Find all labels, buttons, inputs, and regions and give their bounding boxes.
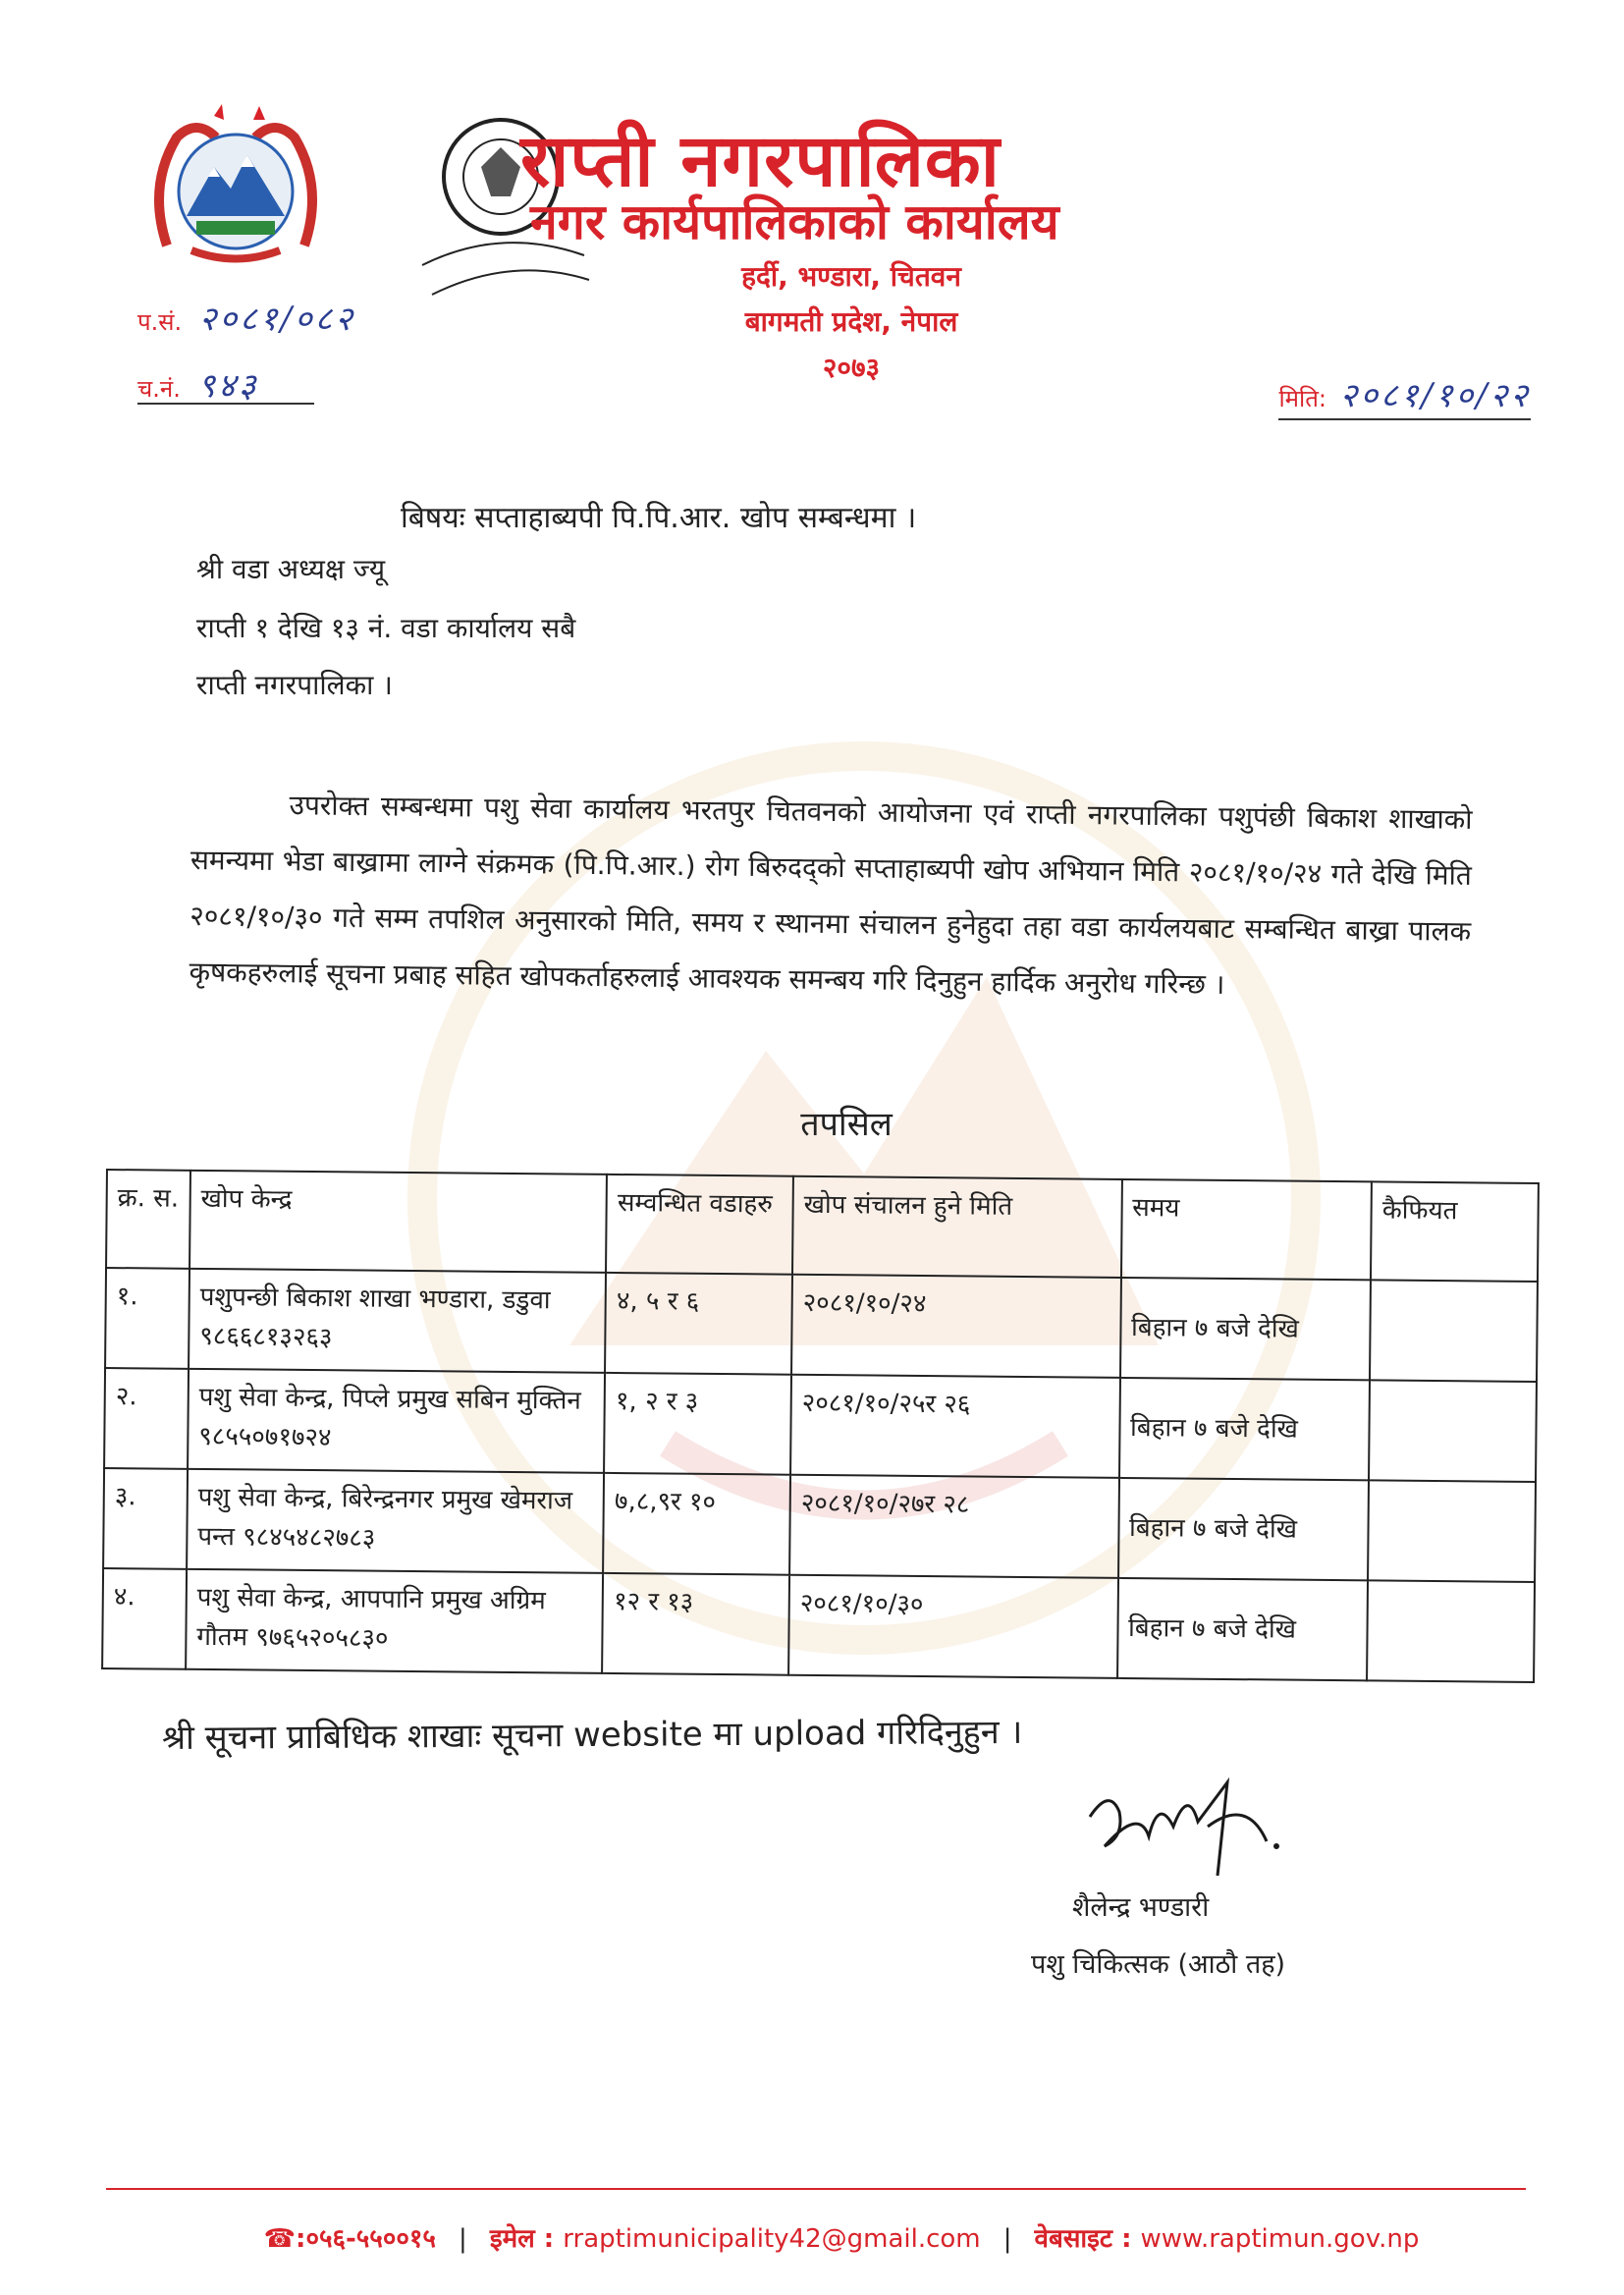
footer-separator: | (1002, 2224, 1012, 2254)
office-subtitle: नगर कार्यपालिकाको कार्यालय (530, 193, 1059, 250)
reference-divider (137, 403, 314, 405)
cell-time: बिहान ७ बजे देखि (1119, 1378, 1371, 1480)
header-center: खोप केन्द्र (189, 1171, 607, 1273)
patra-sankhya (137, 295, 355, 340)
cell-center: पशु सेवा केन्द्र, बिरेन्द्रनगर प्रमुख खेमराज पन्त ९८४५४८२७८३ (187, 1469, 604, 1573)
office-title: राप्ती नगरपालिका (520, 119, 1001, 203)
patra-sankhya-value: २०८१/०८२ (198, 300, 355, 339)
footer-divider (106, 2188, 1526, 2190)
signature-icon (1080, 1768, 1394, 1885)
cell-time: बिहान ७ बजे देखि (1117, 1578, 1369, 1680)
nepal-emblem-icon (137, 98, 334, 275)
signatory-name: शैलेन्द्र भण्डारी (1072, 1892, 1210, 1923)
addressee-line-1: श्री वडा अध्यक्ष ज्यू (196, 553, 386, 585)
cell-serial: ३. (103, 1468, 188, 1569)
footer-website-link[interactable]: www.raptimun.gov.np (1140, 2224, 1420, 2254)
cell-remarks (1369, 1380, 1537, 1482)
table-row (104, 1368, 1537, 1482)
header-time: समय (1121, 1179, 1373, 1280)
schedule-table (101, 1169, 1540, 1683)
cell-serial: ४. (102, 1568, 187, 1669)
signatory-title: पशु चिकित्सक (आठौ तह) (1031, 1949, 1286, 1980)
footer-contact (0, 2219, 1624, 2255)
footer-separator: | (458, 2224, 467, 2254)
header-serial: क्र. स. (106, 1170, 190, 1269)
cell-center: पशु सेवा केन्द्र, आपपानि प्रमुख अग्रिम गौतम ९७६५२०५८३० (186, 1569, 603, 1673)
footer-email-label: इमेल : (489, 2224, 555, 2254)
cell-time: बिहान ७ बजे देखि (1118, 1478, 1370, 1580)
cell-date: २०८१/१०/२४ (791, 1275, 1121, 1378)
cell-wards: ७,८,९र १० (603, 1473, 790, 1575)
table-title: तपसिल (800, 1105, 893, 1144)
cell-serial: १. (105, 1268, 189, 1369)
footer-phone: ☎:०५६-५५००१५ (263, 2224, 436, 2254)
header-date: खोप संचालन हुने मिति (792, 1176, 1122, 1278)
table-row (105, 1268, 1538, 1382)
it-section-note: श्री सूचना प्राबिधिक शाखाः सूचना website मा upload गरिदिनुहुन । (161, 1712, 1023, 1759)
cell-wards: १, २ र ३ (604, 1373, 791, 1475)
cell-date: २०८१/१०/२५र २६ (790, 1375, 1120, 1478)
date-label: मिति: (1278, 385, 1326, 412)
established-year: २०७३ (822, 352, 881, 384)
header-remarks: कैफियत (1371, 1181, 1539, 1282)
date-value: २०८१/१०/२२ (1339, 376, 1531, 415)
letter-subject: बिषयः सप्ताहाब्यपी पि.पि.आर. खोप सम्बन्धमा । (401, 501, 917, 535)
cell-date: २०८१/१०/३० (788, 1575, 1118, 1678)
cell-remarks (1370, 1280, 1538, 1382)
addressee-line-2: राप्ती १ देखि १३ नं. वडा कार्यालय सबै (196, 612, 576, 644)
patra-sankhya-label: प.सं. (137, 308, 183, 336)
table-row (102, 1568, 1535, 1682)
address-line-2: बागमती प्रदेश, नेपाल (744, 305, 958, 338)
table-header-row (106, 1170, 1539, 1282)
footer-website-label: वेबसाइट : (1034, 2224, 1132, 2254)
cell-wards: १२ र १३ (602, 1573, 789, 1675)
cell-time: बिहान ७ बजे देखि (1120, 1278, 1372, 1380)
address-line-1: हर्दी, भण्डारा, चितवन (741, 260, 961, 293)
cell-remarks (1368, 1480, 1536, 1582)
body-paragraph: उपरोक्त सम्बन्धमा पशु सेवा कार्यालय भरतपुर चितवनको आयोजना एवं राप्ती नगरपालिका पशुपंछी बिकाश शाखाको समन्यमा भेडा बाख्रामा लाग्ने संक्रमक (पि.पि.आर.) रोग बिरुदद्को सप्ताहाब्यपी खोप अभियान मिति २०८१/१०/२४ गते देखि मिति २०८१/१०/३० गते सम्म तपशिल अनुसारको मिति, समय र स्थानमा संचालन हुनेहुदा तहा वडा कार्यलयबाट सम्बन्धित बाख्रा पालक कृषकहरुलाई सूचना प्रबाह सहित खोपकर्ताहरुलाई आवश्यक समन्बय गरि दिनुहुन हार्दिक अनुरोध गरिन्छ । (189, 789, 1473, 1001)
cell-remarks (1367, 1580, 1535, 1682)
chalani-number-label: च.नं. (137, 375, 181, 403)
chalani-number-value: ९४३ (197, 366, 259, 406)
footer-email-link[interactable]: rraptimunicipality42@gmail.com (563, 2224, 981, 2254)
cell-center: पशु सेवा केन्द्र, पिप्ले प्रमुख सबिन मुक्तिन ९८५५०७१७२४ (188, 1369, 605, 1473)
cell-wards: ४, ५ र ६ (605, 1273, 792, 1375)
letter-date (1278, 371, 1531, 420)
chalani-number (137, 361, 259, 407)
cell-center: पशुपन्छी बिकाश शाखा भण्डारा, डडुवा ९८६६८१३२६३ (189, 1269, 606, 1373)
cell-serial: २. (104, 1368, 189, 1469)
header-wards: सम्वन्धित वडाहरु (606, 1175, 793, 1275)
table-row (103, 1468, 1536, 1582)
cell-date: २०८१/१०/२७र २८ (789, 1475, 1119, 1578)
addressee-line-3: राप्ती नगरपालिका । (196, 669, 393, 701)
